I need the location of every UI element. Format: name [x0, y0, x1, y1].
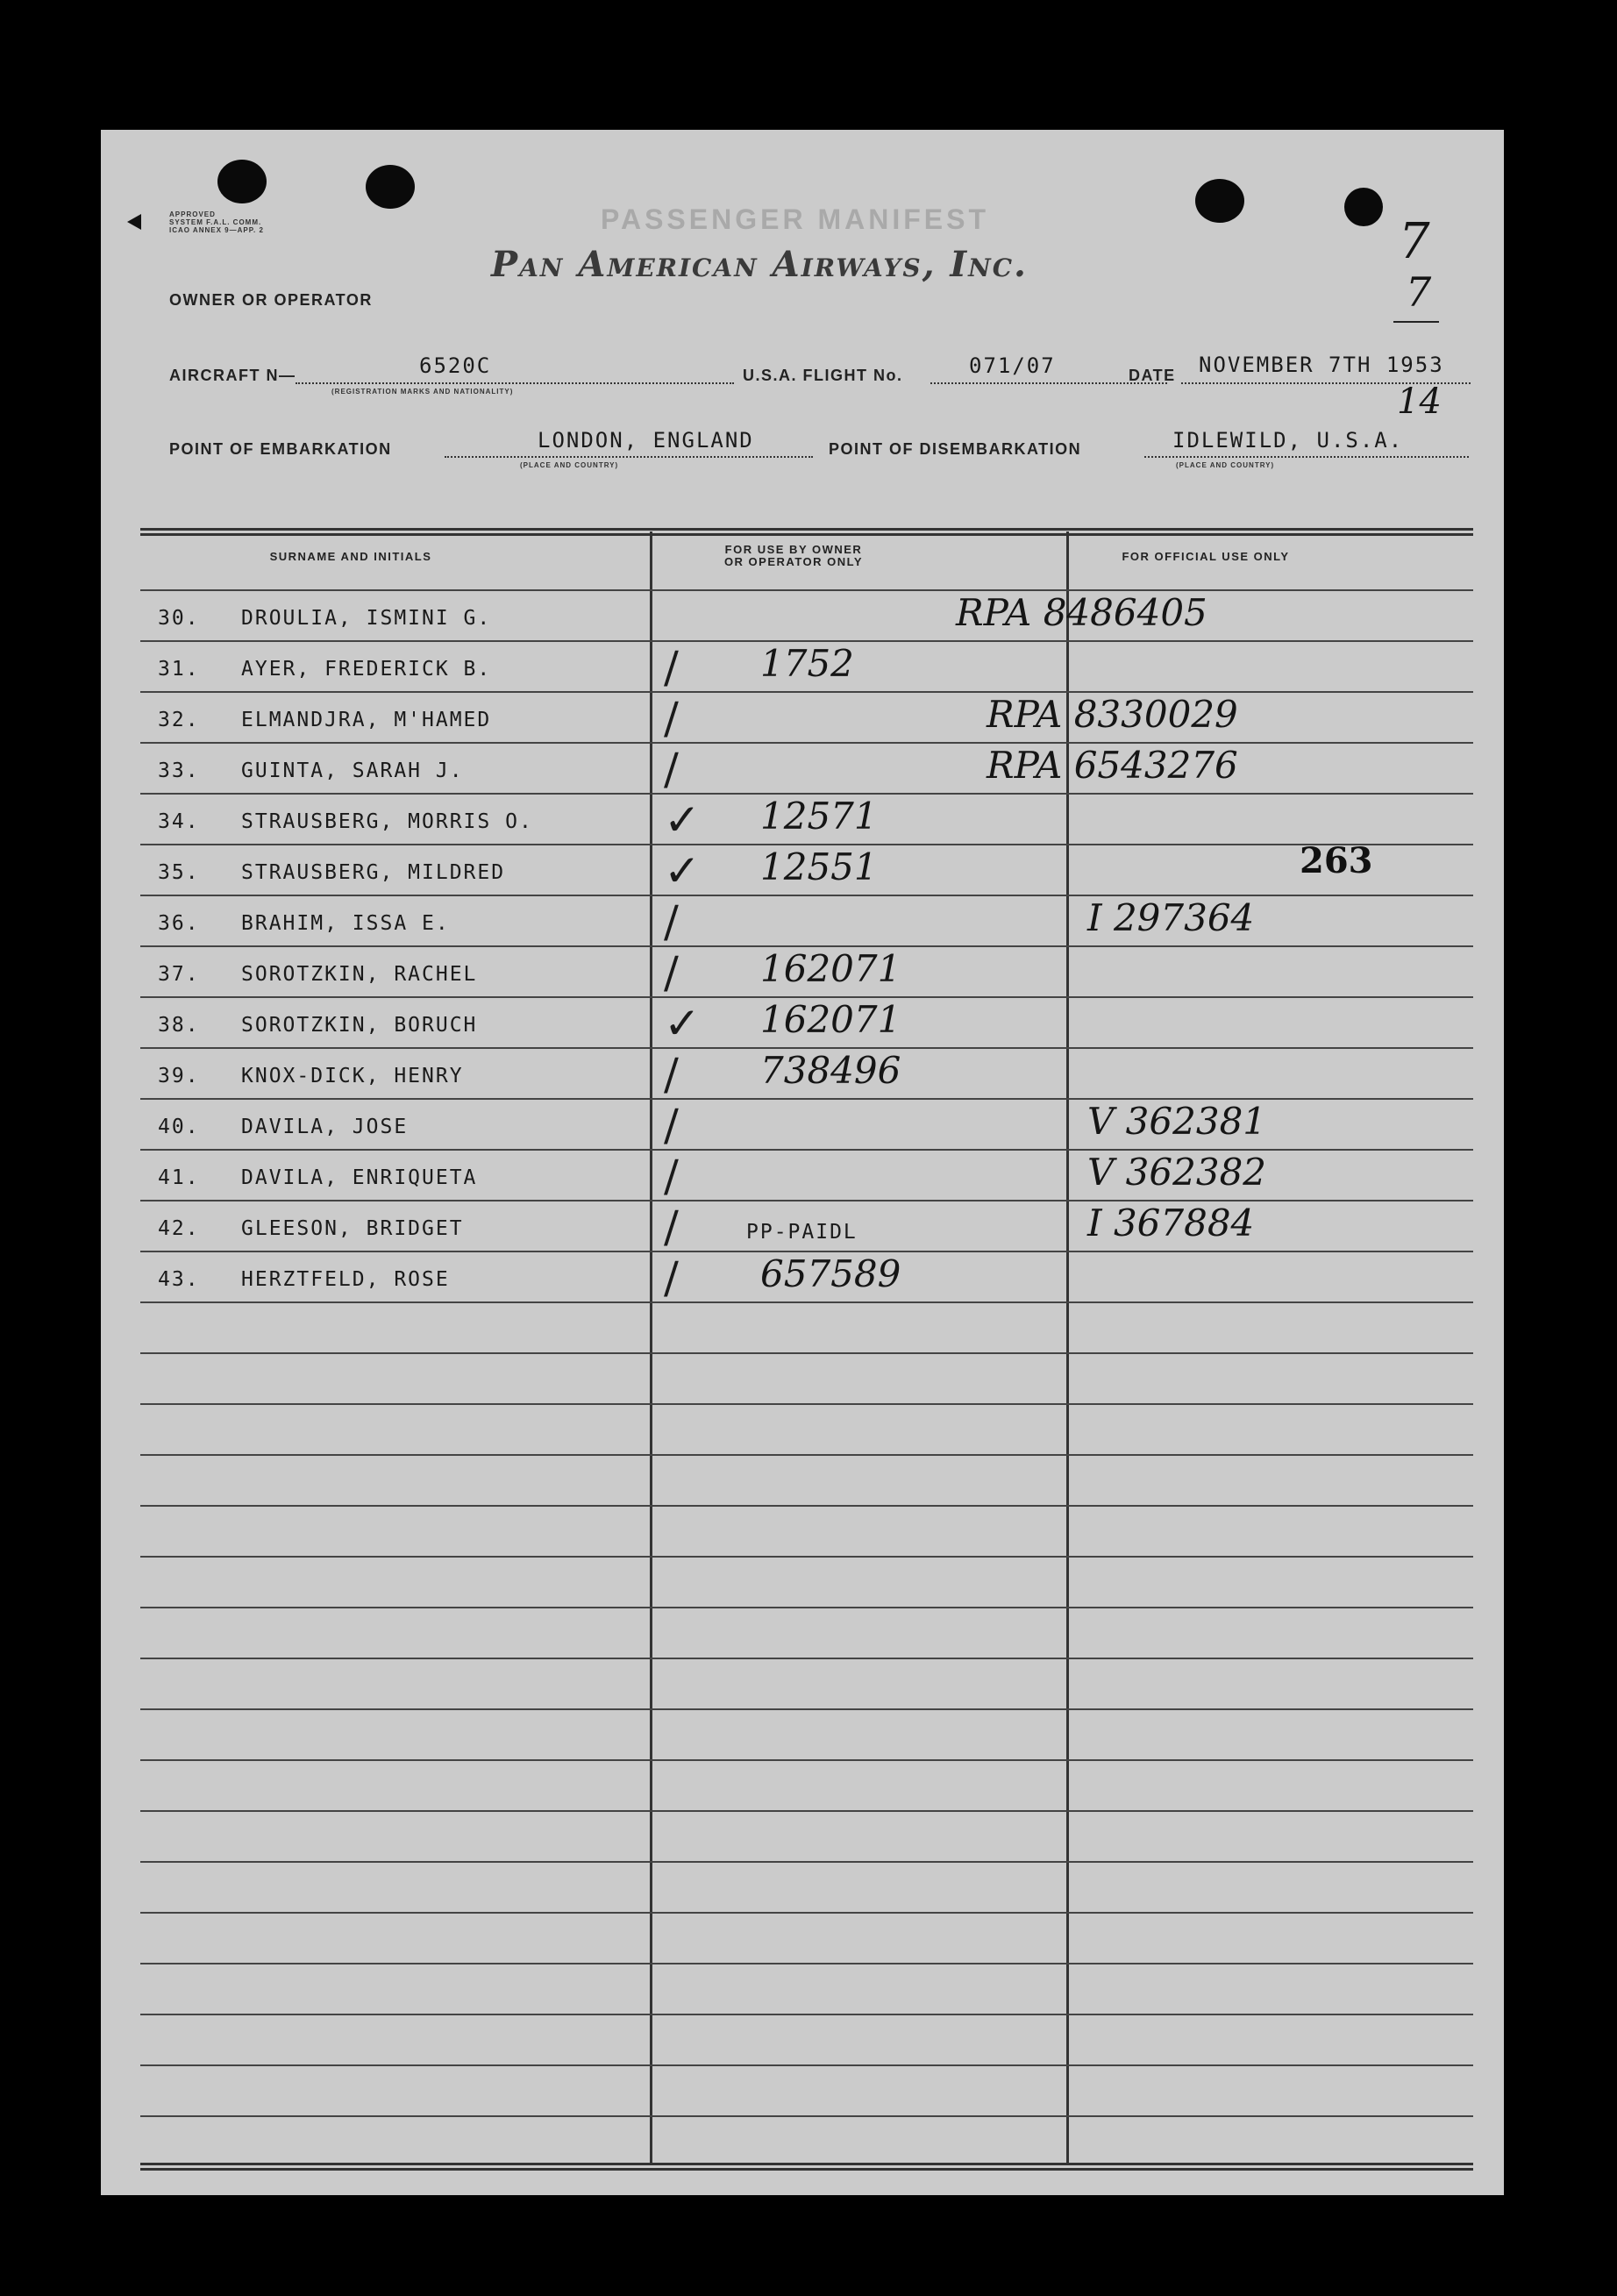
passenger-name: SOROTZKIN, BORUCH: [241, 1014, 478, 1037]
column-header-surname: SURNAME AND INITIALS: [269, 550, 432, 563]
embarkation-label: POINT OF EMBARKATION: [169, 440, 392, 458]
row-line: [140, 1759, 1473, 1761]
check-mark: /: [664, 1252, 679, 1303]
passenger-number: 42.: [158, 1217, 200, 1240]
owner-note: 162071: [760, 947, 901, 990]
official-entry: V 362382: [1087, 1151, 1267, 1194]
column-header-owner-use: FOR USE BY OWNER OR OPERATOR ONLY: [723, 543, 864, 568]
approval-line: SYSTEM F.A.L. COMM.: [169, 218, 262, 226]
row-line: [140, 1505, 1473, 1507]
check-mark: ✓: [664, 845, 701, 896]
row-line: [140, 1708, 1473, 1710]
official-entry: RPA 8330029: [987, 693, 1238, 736]
official-entry: RPA 8486405: [956, 591, 1207, 634]
owner-note: 657589: [760, 1252, 901, 1295]
corner-annotation: 14: [1397, 381, 1442, 422]
row-line: [140, 1658, 1473, 1659]
row-line: [140, 1301, 1473, 1303]
manifest-sheet: [101, 130, 1504, 2195]
row-line: [140, 1098, 1473, 1100]
check-mark: ✓: [664, 795, 701, 845]
passenger-number: 37.: [158, 963, 200, 986]
punch-hole: [1344, 188, 1383, 226]
passenger-name: GLEESON, BRIDGET: [241, 1217, 464, 1240]
margin-arrow-icon: [127, 214, 141, 230]
owner-note: 1752: [760, 642, 854, 685]
approval-block: [169, 210, 264, 234]
registration-note: (REGISTRATION MARKS AND NATIONALITY): [331, 388, 514, 396]
row-line: [140, 1556, 1473, 1558]
disembarkation-label: POINT OF DISEMBARKATION: [829, 440, 1082, 458]
official-entry: RPA 6543276: [987, 744, 1238, 787]
row-line: [140, 2014, 1473, 2015]
table-top-rule: [140, 533, 1473, 536]
passenger-number: 40.: [158, 1116, 200, 1138]
passenger-number: 33.: [158, 759, 200, 782]
owner-note: 12551: [760, 845, 878, 888]
official-entry: I 297364: [1087, 896, 1255, 939]
row-line: [140, 1607, 1473, 1608]
passenger-name: KNOX-DICK, HENRY: [241, 1065, 464, 1087]
passenger-number: 35.: [158, 861, 200, 884]
check-mark: /: [664, 1100, 679, 1151]
official-entry: I 367884: [1087, 1201, 1255, 1244]
place-note: (PLACE AND COUNTRY): [520, 461, 619, 469]
punch-hole: [366, 165, 415, 209]
passenger-number: 41.: [158, 1166, 200, 1189]
table-bottom-rule: [140, 2163, 1473, 2165]
flight-value: 071/07: [969, 353, 1056, 378]
punch-hole: [1195, 179, 1244, 223]
row-line: [140, 742, 1473, 744]
check-mark: /: [664, 642, 679, 693]
row-line: [140, 2064, 1473, 2066]
date-dotted-line: [1181, 382, 1471, 384]
check-mark: /: [664, 1049, 679, 1100]
passenger-name: AYER, FREDERICK B.: [241, 658, 492, 681]
passenger-name: STRAUSBERG, MILDRED: [241, 861, 506, 884]
embarkation-dotted-line: [445, 456, 813, 458]
check-mark: /: [664, 1201, 679, 1252]
column-header-official-use: FOR OFFICIAL USE ONLY: [1122, 550, 1290, 563]
row-line: [140, 1912, 1473, 1914]
row-line: [140, 691, 1473, 693]
row-line: [140, 1963, 1473, 1964]
check-mark: /: [664, 947, 679, 998]
official-annotation: 263: [1300, 840, 1373, 881]
disembarkation-dotted-line: [1144, 456, 1469, 458]
passenger-name: DROULIA, ISMINI G.: [241, 607, 492, 630]
row-line: [140, 1200, 1473, 1201]
passenger-number: 31.: [158, 658, 200, 681]
check-mark: ✓: [664, 998, 701, 1049]
passenger-number: 30.: [158, 607, 200, 630]
row-line: [140, 2115, 1473, 2117]
passenger-number: 32.: [158, 709, 200, 731]
disembarkation-value: IDLEWILD, U.S.A.: [1172, 428, 1404, 453]
passenger-number: 38.: [158, 1014, 200, 1037]
passenger-number: 36.: [158, 912, 200, 935]
passenger-name: DAVILA, ENRIQUETA: [241, 1166, 478, 1189]
row-line: [140, 589, 1473, 591]
embarkation-value: LONDON, ENGLAND: [538, 428, 754, 453]
passenger-name: SOROTZKIN, RACHEL: [241, 963, 478, 986]
owner-note: 12571: [760, 795, 878, 838]
check-mark: /: [664, 1151, 679, 1201]
check-mark: /: [664, 693, 679, 744]
aircraft-dotted-line: [296, 382, 734, 384]
corner-annotation: 7: [1406, 268, 1432, 316]
passenger-name: GUINTA, SARAH J.: [241, 759, 464, 782]
corner-underline: [1393, 321, 1439, 323]
check-mark: /: [664, 744, 679, 795]
table-top-rule: [140, 528, 1473, 531]
owner-note: 738496: [760, 1049, 901, 1092]
owner-operator-label: OWNER OR OPERATOR: [169, 291, 373, 309]
approval-line: APPROVED: [169, 210, 216, 218]
passenger-name: ELMANDJRA, M'HAMED: [241, 709, 492, 731]
row-line: [140, 1352, 1473, 1354]
column-divider: [650, 531, 652, 2163]
official-entry: V 362381: [1087, 1100, 1267, 1143]
passenger-name: BRAHIM, ISSA E.: [241, 912, 450, 935]
date-value: NOVEMBER 7TH 1953: [1199, 353, 1444, 377]
row-line: [140, 895, 1473, 896]
check-mark: /: [664, 896, 679, 947]
passenger-number: 39.: [158, 1065, 200, 1087]
carrier-name: Pan American Airways, Inc.: [491, 244, 1028, 285]
owner-note: 162071: [760, 998, 901, 1041]
corner-annotation: 7: [1399, 213, 1430, 270]
table-bottom-rule: [140, 2168, 1473, 2171]
form-title: PASSENGER MANIFEST: [601, 203, 989, 235]
flight-label: U.S.A. FLIGHT No.: [743, 367, 903, 384]
place-note: (PLACE AND COUNTRY): [1176, 461, 1275, 469]
passenger-name: DAVILA, JOSE: [241, 1116, 409, 1138]
row-line: [140, 1810, 1473, 1812]
row-line: [140, 1861, 1473, 1863]
row-line: [140, 1403, 1473, 1405]
passenger-name: STRAUSBERG, MORRIS O.: [241, 810, 533, 833]
aircraft-value: 6520C: [419, 353, 492, 378]
passenger-number: 43.: [158, 1268, 200, 1291]
punch-hole: [217, 160, 267, 203]
passenger-name: HERZTFELD, ROSE: [241, 1268, 450, 1291]
aircraft-label: AIRCRAFT N—: [169, 367, 296, 384]
approval-line: ICAO ANNEX 9—APP. 2: [169, 226, 264, 234]
date-label: DATE: [1129, 367, 1176, 384]
passenger-number: 34.: [158, 810, 200, 833]
row-line: [140, 1149, 1473, 1151]
row-line: [140, 1454, 1473, 1456]
owner-note: PP-PAIDL: [746, 1221, 858, 1244]
